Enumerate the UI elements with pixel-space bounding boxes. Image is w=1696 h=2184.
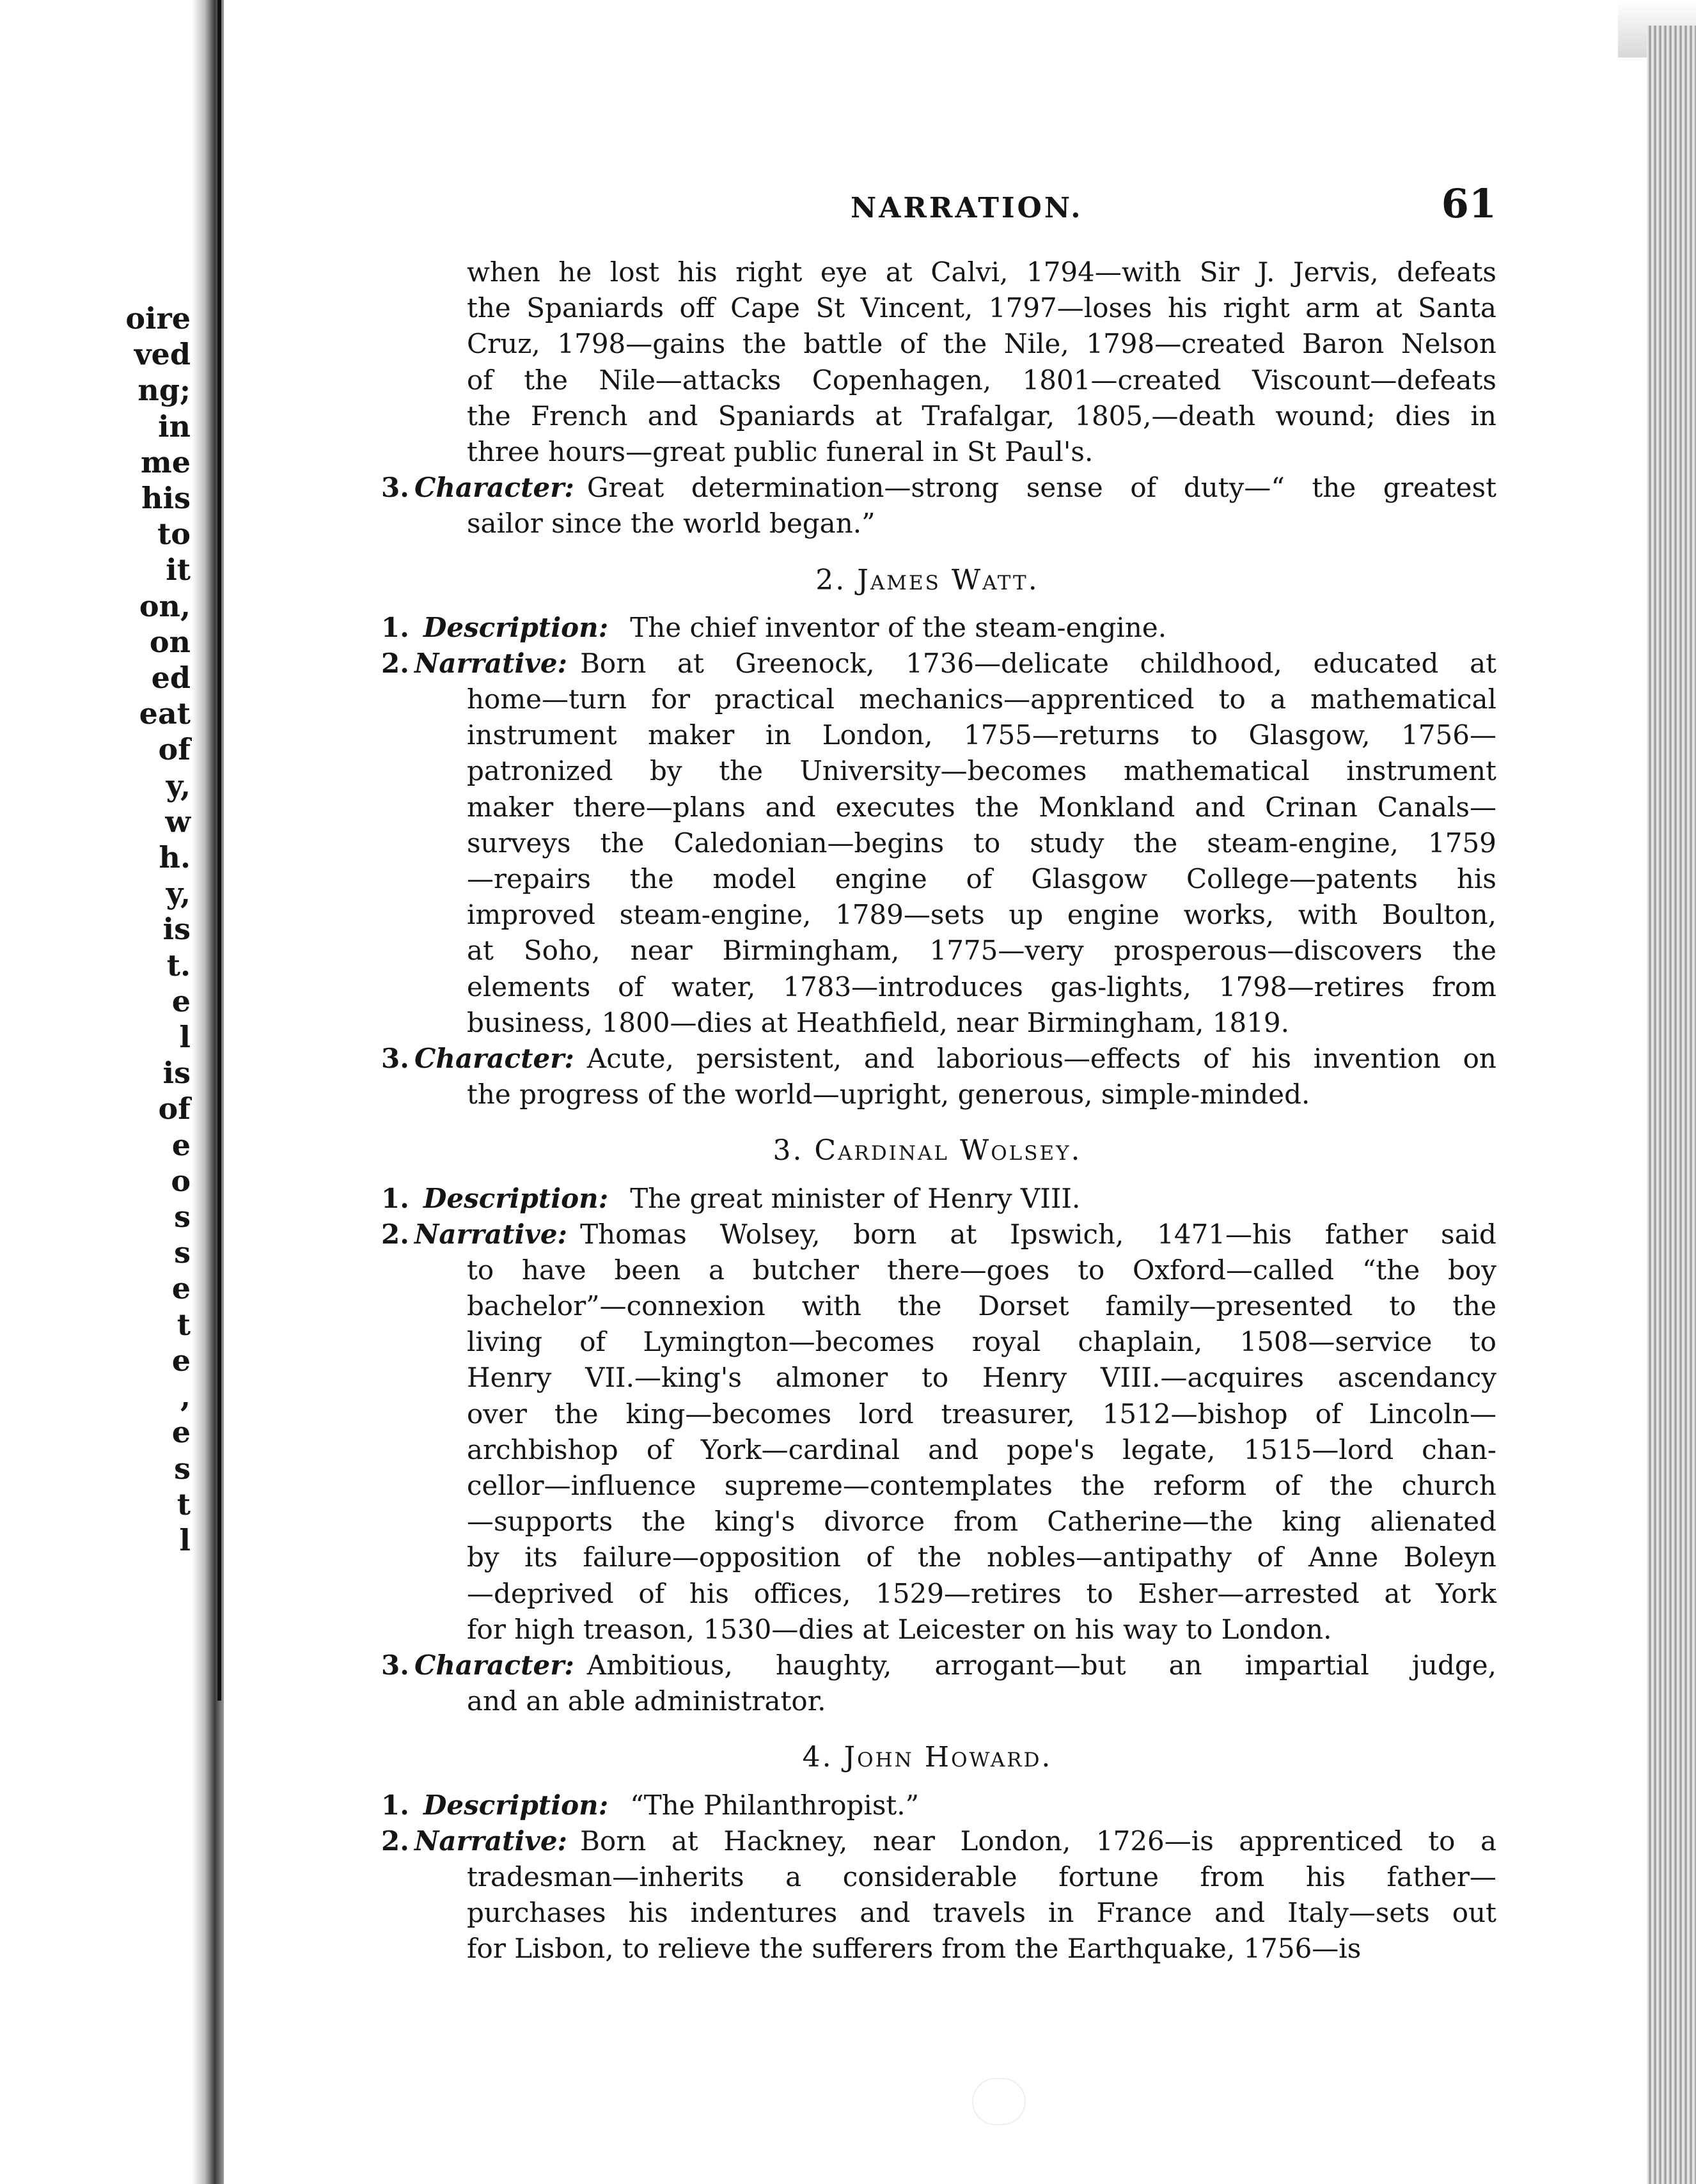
- text-line: [358, 1823, 1496, 1859]
- text-line: [358, 1576, 1496, 1612]
- facing-page-fragment: s: [174, 1235, 191, 1270]
- line-text: Henry VII.—king's almoner to Henry VIII.—acquires ascendancy: [467, 1362, 1496, 1394]
- facing-page-fragment: ed: [151, 660, 191, 696]
- item-label: Character:: [414, 1649, 574, 1681]
- line-text: living of Lymington—becomes royal chaplain, 1508—service to: [467, 1326, 1496, 1358]
- facing-page-fragment: on,: [139, 588, 191, 623]
- facing-page-fragment: ng;: [137, 373, 191, 408]
- facing-page-fragment: in: [158, 409, 191, 444]
- page-body: [358, 254, 1496, 1967]
- text-line: [358, 717, 1496, 753]
- line-text: —repairs the model engine of Glasgow College—patents his: [467, 863, 1496, 894]
- line-text: Great determination—strong sense of duty—“ the greatest: [586, 472, 1496, 504]
- text-line: [358, 646, 1496, 682]
- item-label: Description:: [423, 611, 609, 643]
- facing-page-fragment: s: [174, 1451, 191, 1486]
- text-line: [358, 1859, 1496, 1895]
- facing-page-fragment: h.: [159, 840, 191, 875]
- section-heading: 3. Cardinal Wolsey.: [773, 1134, 1082, 1167]
- facing-page-fragment: his: [141, 481, 191, 516]
- line-text: and an able administrator.: [467, 1685, 826, 1717]
- text-line: [358, 470, 1496, 506]
- item-lead: [381, 1788, 621, 1823]
- section-heading: 4. John Howard.: [802, 1741, 1053, 1774]
- item-lead: [381, 646, 580, 682]
- text-line: [358, 1396, 1496, 1432]
- line-text: home—turn for practical mechanics—apprenticed to a mathematical: [467, 683, 1496, 715]
- faint-stamp-mark: [972, 2078, 1026, 2125]
- line-text: archbishop of York—cardinal and pope's legate, 1515—lord chan-: [467, 1433, 1496, 1465]
- item-number: 2.: [381, 1825, 409, 1857]
- section-heading: 2. James Watt.: [815, 563, 1039, 597]
- text-line: [358, 1612, 1496, 1648]
- facing-page-fragment: e: [171, 1415, 191, 1450]
- text-line: [358, 1895, 1496, 1931]
- text-line: [358, 363, 1496, 398]
- facing-page-fragment: is: [162, 1056, 191, 1091]
- line-text: tradesman—inherits a considerable fortune from his father—: [467, 1860, 1496, 1892]
- item-number: 1.: [381, 1182, 409, 1214]
- line-text: for high treason, 1530—dies at Leicester on his way to London.: [467, 1613, 1332, 1645]
- line-text: purchases his indentures and travels in France and Italy—sets out: [467, 1897, 1496, 1929]
- item-lead: [381, 1648, 587, 1683]
- line-text: to have been a butcher there—goes to Oxford—called “the boy: [467, 1254, 1496, 1286]
- line-text: —supports the king's divorce from Catherine—the king alienated: [467, 1506, 1496, 1538]
- line-text: the French and Spaniards at Trafalgar, 1805,—death wound; dies in: [467, 400, 1496, 432]
- line-text: Born at Hackney, near London, 1726—is apprenticed to a: [580, 1825, 1496, 1857]
- text-line: [358, 1931, 1496, 1967]
- line-text: the Spaniards off Cape St Vincent, 1797—loses his right arm at Santa: [467, 292, 1496, 324]
- facing-page-fragment: oire: [125, 301, 191, 336]
- item-lead: [381, 610, 621, 646]
- item-label: Character:: [414, 472, 574, 504]
- text-line: [358, 1504, 1496, 1540]
- item-number: 3.: [381, 1042, 409, 1074]
- facing-page-fragment: of: [158, 732, 191, 767]
- text-line: [358, 861, 1496, 897]
- text-line: [358, 254, 1496, 290]
- item-lead: [381, 1181, 621, 1217]
- text-line: [358, 434, 1496, 470]
- item-lead: [381, 470, 587, 506]
- text-line: [358, 326, 1496, 362]
- page-edge-stack: [1647, 26, 1696, 2184]
- text-line: [358, 753, 1496, 789]
- facing-page-fragment: it: [166, 552, 191, 588]
- text-line: [358, 290, 1496, 326]
- facing-page-fragment: l: [179, 1020, 191, 1055]
- text-line: [358, 682, 1496, 717]
- text-line: [358, 897, 1496, 933]
- item-label: Description:: [423, 1182, 609, 1214]
- text-line: [358, 1005, 1496, 1041]
- facing-page-text: [50, 300, 191, 1558]
- facing-page-fragment: l: [179, 1522, 191, 1557]
- facing-page: [0, 0, 206, 2184]
- gutter-line: [217, 0, 221, 1701]
- facing-page-fragment: e: [171, 1271, 191, 1306]
- line-text: elements of water, 1783—introduces gas-lights, 1798—retires from: [467, 971, 1496, 1002]
- item-lead: [381, 1217, 580, 1252]
- text-line: [358, 1540, 1496, 1575]
- text-line: [358, 1683, 1496, 1719]
- text-line: [358, 1788, 1496, 1823]
- item-number: 2.: [381, 1218, 409, 1250]
- item-label: Narrative:: [414, 1825, 568, 1857]
- line-text: by its failure—opposition of the nobles—antipathy of Anne Boleyn: [467, 1541, 1496, 1573]
- line-text: Cruz, 1798—gains the battle of the Nile, 1798—created Baron Nelson: [467, 328, 1496, 360]
- line-text: improved steam-engine, 1789—sets up engine works, with Boulton,: [467, 899, 1496, 931]
- line-text: when he lost his right eye at Calvi, 1794—with Sir J. Jervis, defeats: [467, 256, 1496, 288]
- line-text: for Lisbon, to relieve the sufferers from the Earthquake, 1756—is: [467, 1933, 1362, 1965]
- item-number: 1.: [381, 611, 409, 643]
- text-line: [358, 1432, 1496, 1468]
- facing-page-fragment: t: [177, 1307, 191, 1342]
- text-line: [358, 1252, 1496, 1288]
- text-line: [358, 1648, 1496, 1683]
- text-line: [358, 506, 1496, 542]
- text-line: [358, 825, 1496, 861]
- text-line: [358, 1324, 1496, 1360]
- text-line: [358, 1077, 1496, 1112]
- line-text: Born at Greenock, 1736—delicate childhood, educated at: [580, 647, 1496, 679]
- facing-page-fragment: t: [177, 1486, 191, 1522]
- line-text: three hours—great public funeral in St Paul's.: [467, 435, 1094, 467]
- facing-page-fragment: to: [157, 517, 191, 552]
- line-text: Acute, persistent, and laborious—effects of his invention on: [586, 1042, 1496, 1074]
- page-number: 61: [1441, 180, 1496, 227]
- facing-page-fragment: eat: [139, 696, 191, 731]
- text-line: [358, 610, 1496, 646]
- text-line: [358, 398, 1496, 434]
- line-text: The great minister of Henry VIII.: [630, 1182, 1081, 1214]
- text-line: [358, 1217, 1496, 1252]
- item-number: 2.: [381, 647, 409, 679]
- line-text: bachelor”—connexion with the Dorset family—presented to the: [467, 1290, 1496, 1322]
- facing-page-fragment: y,: [166, 768, 191, 803]
- line-text: at Soho, near Birmingham, 1775—very prosperous—discovers the: [467, 935, 1496, 967]
- line-text: “The Philanthropist.”: [630, 1789, 920, 1821]
- book-page: [358, 179, 1496, 2097]
- line-text: surveys the Caledonian—begins to study the steam-engine, 1759: [467, 827, 1496, 859]
- facing-page-fragment: t.: [166, 948, 191, 983]
- item-number: 3.: [381, 472, 409, 504]
- line-text: over the king—becomes lord treasurer, 1512—bishop of Lincoln—: [467, 1398, 1496, 1430]
- text-line: [358, 1288, 1496, 1324]
- facing-page-fragment: me: [141, 444, 191, 480]
- item-label: Description:: [423, 1789, 609, 1821]
- item-number: 1.: [381, 1789, 409, 1821]
- item-label: Narrative:: [414, 1218, 568, 1250]
- line-text: —deprived of his offices, 1529—retires to Esher—arrested at York: [467, 1577, 1496, 1609]
- facing-page-fragment: of: [158, 1091, 191, 1127]
- line-text: the progress of the world—upright, generous, simple-minded.: [467, 1079, 1310, 1111]
- line-text: business, 1800—dies at Heathfield, near Birmingham, 1819.: [467, 1006, 1290, 1038]
- line-text: Thomas Wolsey, born at Ipswich, 1471—his father said: [580, 1218, 1496, 1250]
- facing-page-fragment: o: [171, 1163, 191, 1198]
- line-text: cellor—influence supreme—contemplates the reform of the church: [467, 1470, 1496, 1501]
- text-line: [358, 969, 1496, 1005]
- line-text: patronized by the University—becomes mathematical instrument: [467, 755, 1496, 787]
- item-label: Narrative:: [414, 647, 568, 679]
- text-line: [358, 1041, 1496, 1077]
- text-line: [358, 1360, 1496, 1396]
- line-text: Ambitious, haughty, arrogant—but an impartial judge,: [586, 1649, 1496, 1681]
- facing-page-fragment: e: [171, 983, 191, 1018]
- item-lead: [381, 1823, 580, 1859]
- facing-page-fragment: is: [162, 912, 191, 947]
- facing-page-fragment: e: [171, 1343, 191, 1378]
- text-line: [358, 933, 1496, 969]
- line-text: instrument maker in London, 1755—returns to Glasgow, 1756—: [467, 719, 1496, 751]
- line-text: of the Nile—attacks Copenhagen, 1801—created Viscount—defeats: [467, 364, 1496, 396]
- line-text: The chief inventor of the steam-engine.: [630, 611, 1167, 643]
- facing-page-fragment: ,: [180, 1379, 191, 1414]
- item-number: 3.: [381, 1649, 409, 1681]
- facing-page-fragment: ved: [134, 337, 191, 372]
- facing-page-fragment: w: [165, 804, 191, 839]
- running-head: NARRATION.: [851, 192, 1083, 224]
- line-text: maker there—plans and executes the Monkland and Crinan Canals—: [467, 791, 1496, 823]
- text-line: [358, 1468, 1496, 1504]
- item-label: Character:: [414, 1042, 574, 1074]
- text-line: [358, 1181, 1496, 1217]
- facing-page-fragment: s: [174, 1199, 191, 1235]
- line-text: sailor since the world began.”: [467, 508, 875, 540]
- facing-page-fragment: e: [171, 1127, 191, 1162]
- facing-page-fragment: y,: [166, 876, 191, 911]
- item-lead: [381, 1041, 587, 1077]
- text-line: [358, 790, 1496, 825]
- facing-page-fragment: on: [149, 624, 191, 659]
